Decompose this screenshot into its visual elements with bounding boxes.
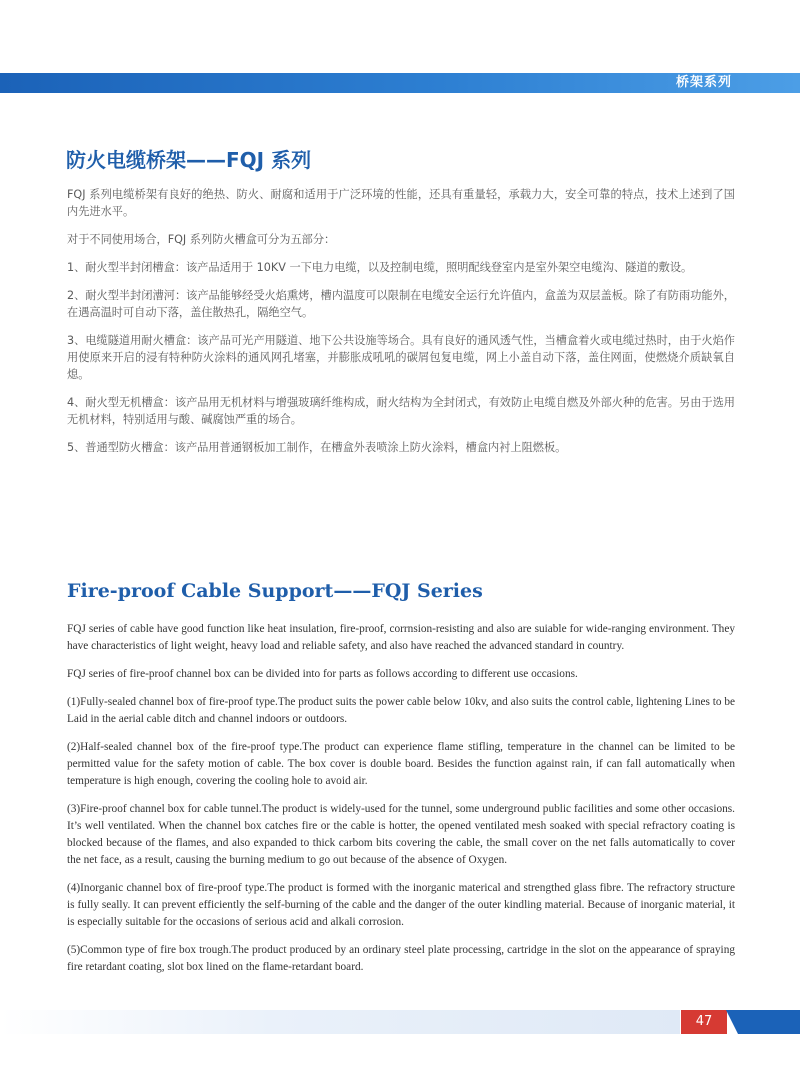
footer-corner-shape [726, 1010, 800, 1034]
english-title: Fire-proof Cable Support——FQJ Series [67, 580, 483, 602]
cn-paragraph: 2、耐火型半封闭漕河：该产品能够经受火焰熏烤，槽内温度可以限制在电缆安全运行允许值内，盒盖为双层盖板。除了有防雨功能外，在遇高温时可自动下落，盖住散热孔，隔绝空气。 [67, 289, 735, 319]
cn-paragraph: 5、普通型防火槽盒：该产品用普通钢板加工制作，在槽盒外表喷涂上防火涂料，槽盒内衬上阻燃板。 [67, 441, 567, 454]
cn-paragraph: 对于不同使用场合，FQJ 系列防火槽盒可分为五部分： [67, 233, 336, 246]
en-paragraph: (4)Inorganic channel box of fire-proof type.The product is formed with the inorganic materical and strengthed glass fibre. The refractory structure is fully seally. It can prevent efficiently the self-burning of the cable and the danger of the outer kindling material. Because of inorganic material, it is especially suitable for the occasions of serious acid and alkali corrosion. [67, 882, 735, 928]
cn-paragraph: 4、耐火型无机槽盒：该产品用无机材料与增强玻璃纤维构成，耐火结构为全封闭式，有效防止电缆自燃及外部火种的危害。另由于选用无机材料，特别适用与酸、碱腐蚀严重的场合。 [67, 396, 735, 426]
page-number: 47 [695, 1014, 713, 1029]
cn-paragraph: 3、电缆隧道用耐火槽盒：该产品可光产用隧道、地下公共设施等场合。具有良好的通风透气性，当槽盒着火或电缆过热时，由于火焰作用使原来开启的浸有特种防火涂料的通风网孔堵塞，并膨胀成吼吼的碳屑包复电缆，网上小盖自动下落，盖住网面，使燃烧介质缺氧自熄。 [67, 334, 735, 381]
cn-paragraph: FQJ 系列电缆桥架有良好的绝热、防火、耐腐和适用于广泛环境的性能，还具有重量轻，承载力大，安全可靠的特点，技术上述到了国内先进水平。 [67, 188, 735, 218]
cn-paragraph: 1、耐火型半封闭槽盒：该产品适用于 10KV 一下电力电缆，以及控制电缆，照明配线登室内是室外架空电缆沟、隧道的敷设。 [67, 261, 693, 274]
en-paragraph: (5)Common type of fire box trough.The product produced by an ordinary steel plate processing, cartridge in the slot on the appearance of spraying fire retardant coating, slot box lined on the flame-retardant board. [67, 944, 735, 973]
chinese-title: 防火电缆桥架——FQJ 系列 [66, 148, 312, 172]
en-paragraph: (1)Fully-sealed channel box of fire-proof type.The product suits the power cable below 10kv, and also suits the control cable, lightening Lines to be Laid in the aerial cable ditch and channel indoors or outdoors. [67, 696, 735, 725]
en-paragraph: FQJ series of fire-proof channel box can be divided into for parts as follows according to different use occasions. [67, 668, 578, 680]
en-paragraph: (3)Fire-proof channel box for cable tunnel.The product is widely-used for the tunnel, some underground public facilities and some other occasions. It’s well ventilated. When the channel box catches fire or the cable is hotter, the opened ventilated mesh soaked with special refractory coating is blocked because of the flames, and also expanded to thick carbom bits covering the cable, the small cover on the net falls automatically to cover the net face, as a result, causing the burning medium to go out because of the absence of Oxygen. [67, 803, 735, 866]
chinese-body [67, 186, 735, 467]
section-tag: 桥架系列 [675, 75, 732, 90]
english-body [67, 621, 735, 987]
footer-band [0, 1010, 680, 1034]
en-paragraph: FQJ series of cable have good function like heat insulation, fire-proof, corrnsion-resisting and also are suiable for wide-ranging environment. They have characteristics of light weight, heavy load and reliable safety, and also have reached the advanced standard in country. [67, 623, 735, 652]
en-paragraph: (2)Half-sealed channel box of the fire-proof type.The product can experience flame stifling, temperature in the channel can be limited to be permitted value for the safety motion of cable. The box cover is double board. Besides the function against rain, if can fall automatically when temperature is high enough, covering the cooling hole to avoid air. [67, 741, 735, 787]
